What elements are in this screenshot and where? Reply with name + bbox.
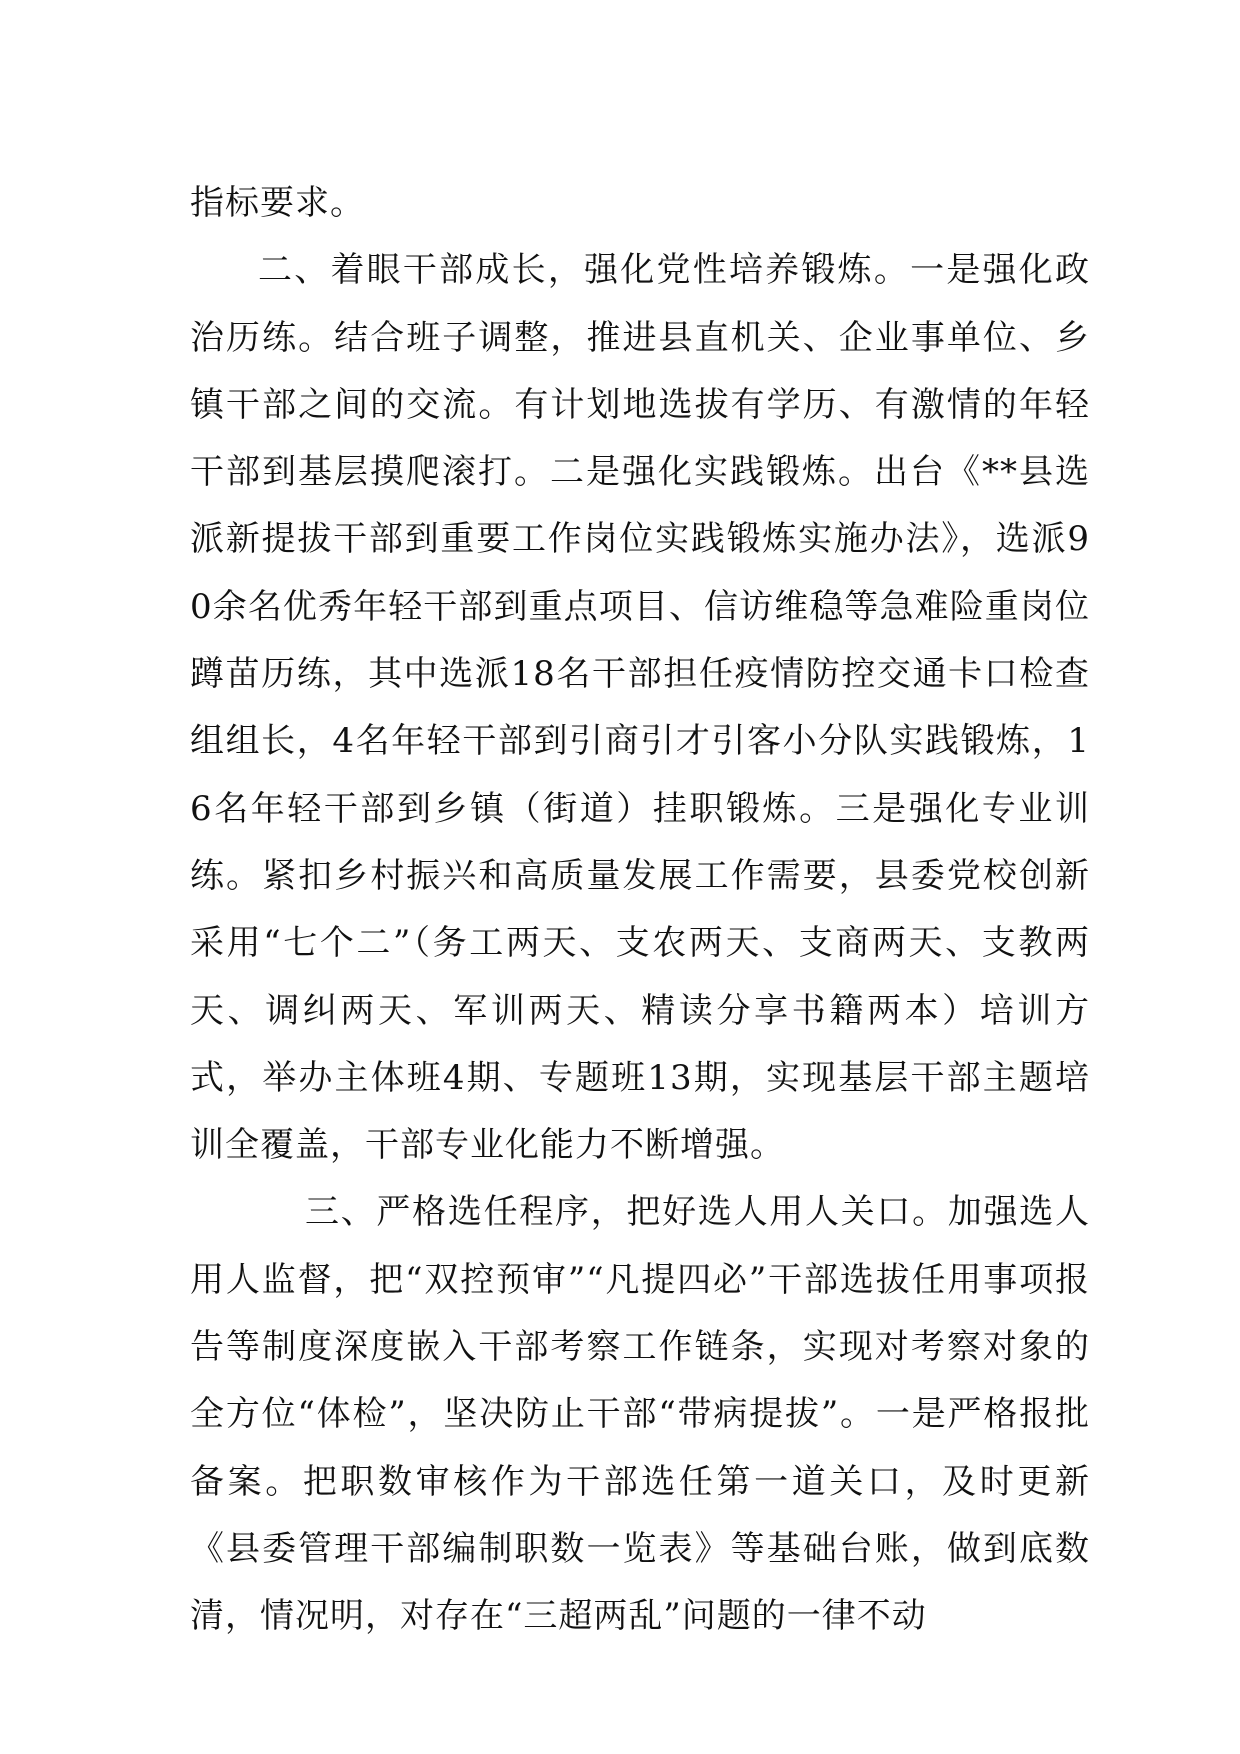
- paragraph-3: 三、严格选任程序，把好选人用人关口。加强选人用人监督，把“双控预审”“凡提四必”干部选拔任用事项报告等制度深度嵌入干部考察工作链条，实现对考察对象的全方位“体检”，坚决防止干部“带病提拔”。一是严格报批备案。把职数审核作为干部选任第一道关口，及时更新《县委管理干部编制职数一览表》等基础台账，做到底数清，情况明，对存在“三超两乱”问题的一律不动: [190, 1192, 1090, 1637]
- paragraph-2: 二、着眼干部成长，强化党性培养锻炼。一是强化政治历练。结合班子调整，推进县直机关、企业事单位、乡镇干部之间的交流。有计划地选拔有学历、有激情的年轻干部到基层摸爬滚打。二是强化实践锻炼。出台《**县选派新提拔干部到重要工作岗位实践锻炼实施办法》，选派90余名优秀年轻干部到重点项目、信访维稳等急难险重岗位蹲苗历练，其中选派18名干部担任疫情防控交通卡口检查组组长，4名年轻干部到引商引才引客小分队实践锻炼，16名年轻干部到乡镇（街道）挂职锻炼。三是强化专业训练。紧扣乡村振兴和高质量发展工作需要，县委党校创新采用“七个二”（务工两天、支农两天、支商两天、支教两天、调纠两天、军训两天、精读分享书籍两本）培训方式，举办主体班4期、专题班13期，实现基层干部主题培训全覆盖，干部专业化能力不断增强。: [190, 250, 1090, 1166]
- paragraph-1: 指标要求。: [190, 183, 365, 223]
- document-body: [190, 170, 1090, 1651]
